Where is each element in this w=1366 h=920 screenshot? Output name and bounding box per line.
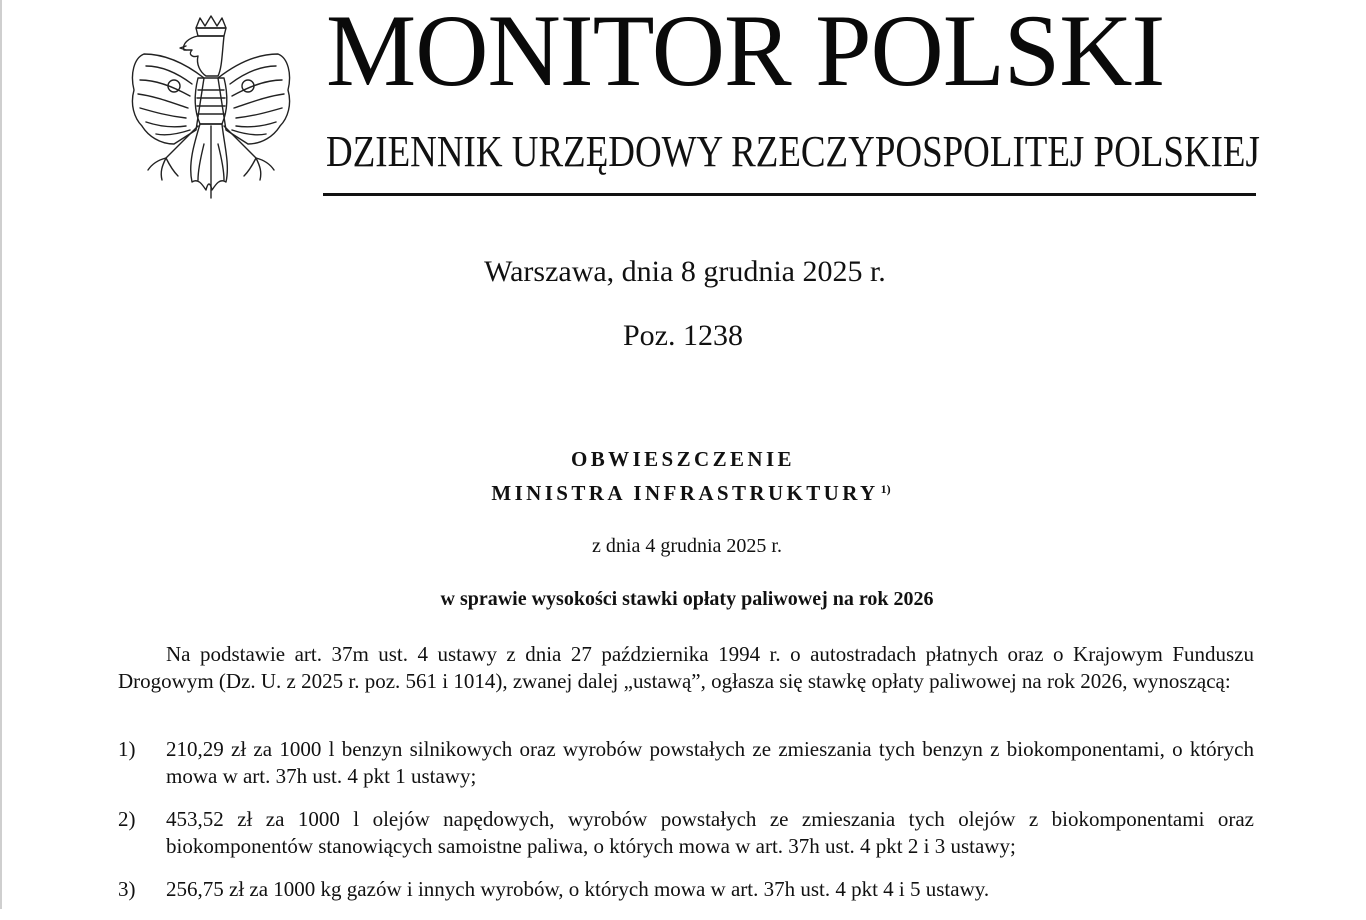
place-and-date: Warszawa, dnia 8 grudnia 2025 r. xyxy=(484,255,886,288)
act-subject-heading: w sprawie wysokości stawki opłaty paliwowej na rok 2026 xyxy=(440,588,934,610)
list-item xyxy=(118,736,1254,789)
act-date: z dnia 4 grudnia 2025 r. xyxy=(592,535,782,557)
masthead-divider xyxy=(323,193,1256,196)
act-type-heading: OBWIESZCZENIE xyxy=(571,447,795,471)
act-issuer-heading xyxy=(0,480,1366,506)
list-item-number: 1) xyxy=(118,737,136,761)
list-item xyxy=(118,876,1254,903)
publication-title: MONITOR POLSKI xyxy=(326,0,1165,108)
list-item-text: 210,29 zł za 1000 l benzyn silnikowych oraz wyrobów powstałych ze zmieszania tych benzyn z biokomponentami, o których mowa w art. 37h ust. 4 pkt 1 ustawy; xyxy=(166,737,1254,788)
act-issuer-text: MINISTRA INFRASTRUKTURY xyxy=(491,481,879,505)
publication-subtitle: DZIENNIK URZĘDOWY RZECZYPOSPOLITEJ POLSKIEJ xyxy=(326,127,1260,176)
list-item-number: 3) xyxy=(118,877,136,901)
position-number: Poz. 1238 xyxy=(623,319,743,352)
rate-list xyxy=(118,736,1254,920)
list-item-number: 2) xyxy=(118,807,136,831)
list-item xyxy=(118,806,1254,859)
footnote-reference-link[interactable]: 1) xyxy=(880,482,891,496)
list-item-text: 453,52 zł za 1000 l olejów napędowych, wyrobów powstałych ze zmieszania tych olejów z biokomponentami oraz biokomponentów stanowiących samoistne paliwa, o których mowa w art. 37h ust. 4 pkt 2 i 3 ustawy; xyxy=(166,807,1254,858)
eagle-emblem-icon xyxy=(126,14,296,202)
list-item-text: 256,75 zł za 1000 kg gazów i innych wyrobów, o których mowa w art. 37h ust. 4 pkt 4 i 5 ustawy. xyxy=(166,877,990,901)
intro-paragraph: Na podstawie art. 37m ust. 4 ustawy z dnia 27 października 1994 r. o autostradach płatnych oraz o Krajowym Funduszu Drogowym (Dz. U. z 2025 r. poz. 561 i 1014), zwanej dalej „ustawą”, ogłasza się stawkę opłaty paliwowej na rok 2026, wynoszącą: xyxy=(118,642,1254,693)
